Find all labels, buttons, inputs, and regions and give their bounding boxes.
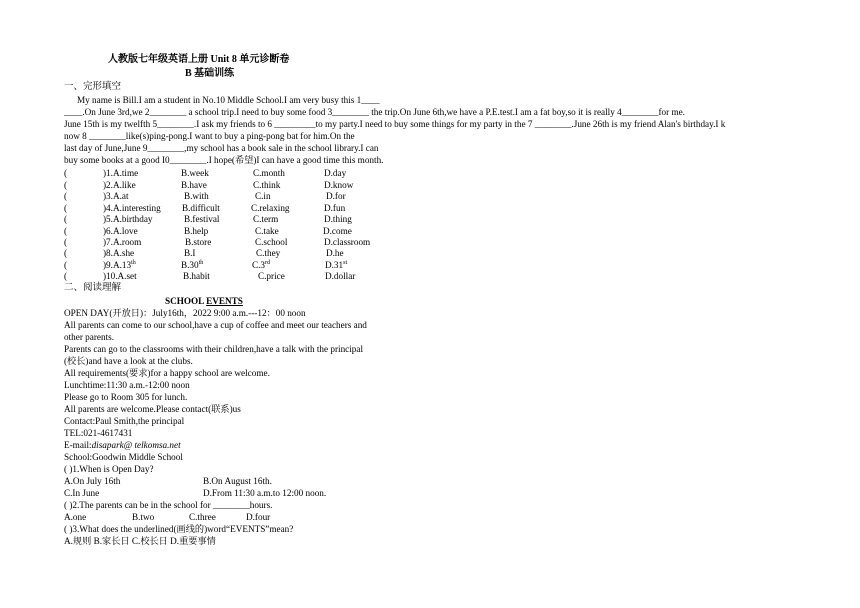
- option-a: )9.A.13th: [103, 259, 136, 270]
- option-a: )6.A.love: [103, 226, 138, 236]
- cloze-line-4: now 8 ________like(s)ping-pong.I want to buy a ping-pong bat for him.On the: [64, 131, 355, 141]
- option-a: )4.A.interesting: [103, 203, 161, 213]
- option-d: D.he: [326, 248, 344, 258]
- cloze-line-6: buy some books at a good I0________.I hope(希望)I can have a good time this month.: [64, 155, 384, 165]
- answer-paren: (: [64, 203, 68, 213]
- answer-paren: (: [64, 180, 68, 190]
- answer-paren: (: [64, 260, 68, 270]
- reading-line-9: All parents are welcome.Please contact(联系)us: [64, 404, 241, 414]
- reading-line-7: Lunchtime:11:30 a.m.-12:00 noon: [64, 380, 190, 390]
- reading-question-3: ( )3.What does the underlined(画线的)word“EVENTS”mean?: [64, 524, 294, 534]
- answer-paren: (: [64, 214, 68, 224]
- option-c: C.they: [256, 248, 281, 258]
- option-c: C.school: [255, 237, 288, 247]
- section-heading-reading: 二、阅读理解: [64, 283, 122, 293]
- option-b: B.difficult: [182, 203, 220, 213]
- email-value: disapark@ telkomsa.net: [91, 440, 181, 450]
- answer-paren: (: [64, 168, 68, 178]
- option-d: D.dollar: [325, 271, 356, 281]
- option-c: C.term: [253, 214, 279, 224]
- option-a: )1.A.time: [103, 168, 139, 178]
- option-d: D.know: [324, 180, 354, 190]
- reading-line-4: Parents can go to the classrooms with their children,have a talk with the principal: [64, 344, 364, 354]
- option-c: C.month: [253, 168, 285, 178]
- reading-line-8: Please go to Room 305 for lunch.: [64, 392, 188, 402]
- reading-q1-option-a: A.On July 16th: [64, 476, 121, 486]
- reading-q2-option-c: C.three: [189, 512, 216, 522]
- answer-paren: (: [64, 248, 68, 258]
- option-b: B.I: [184, 248, 196, 258]
- option-b: B.have: [181, 180, 207, 190]
- option-b: B.festival: [184, 214, 220, 224]
- option-b: B.habit: [183, 271, 210, 281]
- cloze-line-3: June 15th is my twelfth 5________.I ask my friends to 6 _________to my party.I need to buy some things for my party in the 7 ________.June 26th is my friend Alan's birthday.I k: [64, 119, 726, 129]
- reading-question-1: ( )1.When is Open Day?: [64, 464, 154, 474]
- cloze-line-2: ____.On June 3rd,we 2________ a school trip.I need to buy some food 3________ the trip.On June 6th,we have a P.E.test.I am a fat boy,so it is really 4________for me.: [64, 107, 685, 117]
- reading-q3-options: A.规则 B.家长日 C.校长日 D.重要事情: [64, 536, 216, 546]
- answer-paren: (: [64, 226, 68, 236]
- option-a: )3.A.at: [103, 191, 129, 201]
- option-c: C.relaxing: [251, 203, 290, 213]
- cloze-line-5: last day of June,June 9________,my school has a book sale in the school library.I can: [64, 143, 379, 153]
- reading-question-2: ( )2.The parents can be in the school for ________hours.: [64, 500, 273, 510]
- reading-line-5: (校长)and have a look at the clubs.: [64, 356, 193, 366]
- option-d: D.come: [323, 226, 352, 236]
- answer-paren: (: [64, 191, 68, 201]
- option-b: B.help: [184, 226, 209, 236]
- email-line: [64, 440, 181, 451]
- reading-title-plain: SCHOOL: [165, 296, 207, 306]
- option-c: C.in: [255, 191, 271, 201]
- cloze-line-1: My name is Bill.I am a student in No.10 Middle School.I am very busy this 1____: [77, 95, 380, 105]
- page-title: 人教版七年级英语上册 Unit 8 单元诊断卷: [108, 54, 290, 65]
- reading-line-10: Contact:Paul Smith,the principal: [64, 416, 185, 426]
- email-label: E-mail:: [64, 440, 92, 450]
- option-a: )7.A.room: [103, 237, 142, 247]
- option-a: )8.A.she: [103, 248, 135, 258]
- option-c: C.take: [255, 226, 279, 236]
- reading-title-events: EVENTS: [206, 296, 243, 306]
- option-c: C.3rd: [252, 259, 271, 270]
- reading-q2-option-a: A.one: [64, 512, 87, 522]
- page-subtitle: B 基础训练: [185, 68, 235, 79]
- option-d: D.day: [324, 168, 347, 178]
- reading-line-3: other parents.: [64, 332, 115, 342]
- option-b: B.with: [184, 191, 209, 201]
- option-d: D.thing: [324, 214, 352, 224]
- reading-q2-option-d: D.four: [246, 512, 271, 522]
- option-d: D.fun: [324, 203, 346, 213]
- option-a: )5.A.birthday: [103, 214, 153, 224]
- reading-line-11: TEL:021-4617431: [64, 428, 133, 438]
- reading-q1-option-d: D.From 11:30 a.m.to 12:00 noon.: [203, 488, 327, 498]
- reading-line-6: All requirements(要求)for a happy school are welcome.: [64, 368, 270, 378]
- reading-q1-option-b: B.On August 16th.: [203, 476, 272, 486]
- option-c: C.think: [253, 180, 281, 190]
- reading-title: [165, 296, 243, 307]
- answer-paren: (: [64, 237, 68, 247]
- option-d: D.for: [326, 191, 346, 201]
- answer-paren: (: [64, 271, 68, 281]
- section-heading-cloze: 一、完形填空: [64, 82, 122, 92]
- reading-q2-option-b: B.two: [132, 512, 155, 522]
- option-a: )10.A.set: [103, 271, 137, 281]
- reading-q1-option-c: C.In June: [64, 488, 100, 498]
- option-b: B.week: [181, 168, 209, 178]
- reading-line-2: All parents can come to our school,have a cup of coffee and meet our teachers and: [64, 320, 367, 330]
- option-a: )2.A.like: [103, 180, 136, 190]
- reading-line-1: OPEN DAY(开放日)：July16th，2022 9:00 a.m.---12：00 noon: [64, 308, 306, 318]
- option-d: D.31st: [325, 259, 348, 270]
- school-line: School:Goodwin Middle School: [64, 452, 183, 462]
- option-b: B.30th: [181, 259, 204, 270]
- option-b: B.store: [185, 237, 212, 247]
- option-d: D.classroom: [324, 237, 371, 247]
- option-c: C.price: [258, 271, 285, 281]
